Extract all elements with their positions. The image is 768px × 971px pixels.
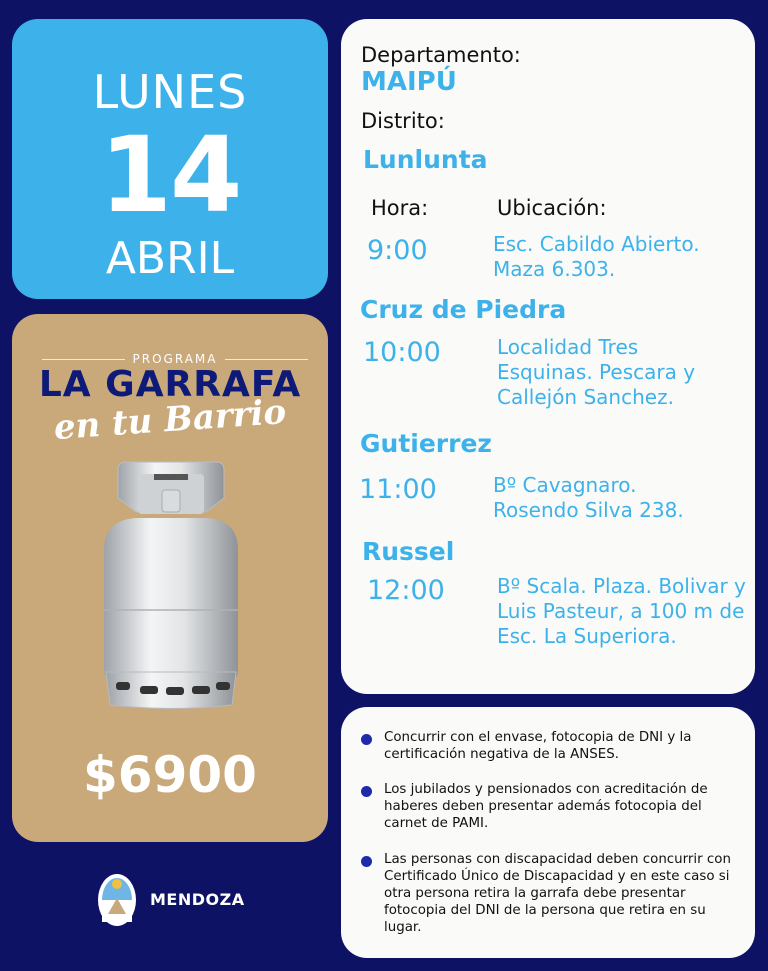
- bullet-icon: [361, 734, 372, 745]
- time: 10:00: [363, 337, 441, 368]
- date-weekday: LUNES: [92, 65, 248, 119]
- date-month: ABRIL: [105, 233, 235, 284]
- location: Bº Cavagnaro. Rosendo Silva 238.: [493, 473, 684, 522]
- hour-label: Hora:: [371, 196, 429, 220]
- promo-card: [12, 314, 328, 842]
- date-day: 14: [99, 114, 241, 236]
- district-name: Cruz de Piedra: [360, 295, 567, 324]
- district-label: Distrito:: [361, 109, 445, 133]
- mendoza-logo: [96, 870, 245, 928]
- program-label: PROGRAMA: [132, 352, 218, 366]
- bullet-icon: [361, 786, 372, 797]
- location-label: Ubicación:: [497, 196, 607, 220]
- notes-card: [341, 707, 755, 958]
- promo-title: LA GARRAFA: [38, 364, 302, 405]
- schedule-card: [341, 19, 755, 694]
- mendoza-shield-icon: [96, 870, 138, 928]
- note-item: [361, 851, 741, 936]
- location: Esc. Cabildo Abierto. Maza 6.303.: [493, 232, 700, 281]
- location: Bº Scala. Plaza. Bolivar y Luis Pasteur, a 100 m de Esc. La Superiora.: [497, 574, 746, 648]
- note-item: [361, 781, 741, 832]
- time: 11:00: [359, 474, 437, 505]
- department-label: Departamento:: [361, 43, 521, 67]
- note-text: Las personas con discapacidad deben concurrir con Certificado Único de Discapacidad y en este caso si otra persona retira la garrafa debe presentar fotocopia del DNI de la persona que retira en su lugar.: [384, 852, 731, 935]
- district-name: Lunlunta: [363, 145, 488, 174]
- time: 12:00: [367, 575, 445, 606]
- department-name: MAIPÚ: [361, 67, 457, 97]
- logo-text: MENDOZA: [150, 889, 245, 909]
- bullet-icon: [361, 856, 372, 867]
- time: 9:00: [367, 235, 428, 266]
- district-name: Gutierrez: [360, 429, 492, 458]
- note-item: [361, 729, 741, 763]
- district-name: Russel: [362, 537, 455, 566]
- date-card: [12, 19, 328, 299]
- location: Localidad Tres Esquinas. Pescara y Callejón Sanchez.: [497, 335, 696, 409]
- promo-subtitle: en tu Barrio: [52, 391, 288, 449]
- note-text: Concurrir con el envase, fotocopia de DNI y la certificación negativa de la ANSES.: [384, 730, 692, 762]
- gas-cylinder-icon: [96, 460, 246, 710]
- price: $6900: [83, 746, 257, 804]
- note-text: Los jubilados y pensionados con acreditación de haberes deben presentar además fotocopia del carnet de PAMI.: [384, 782, 708, 831]
